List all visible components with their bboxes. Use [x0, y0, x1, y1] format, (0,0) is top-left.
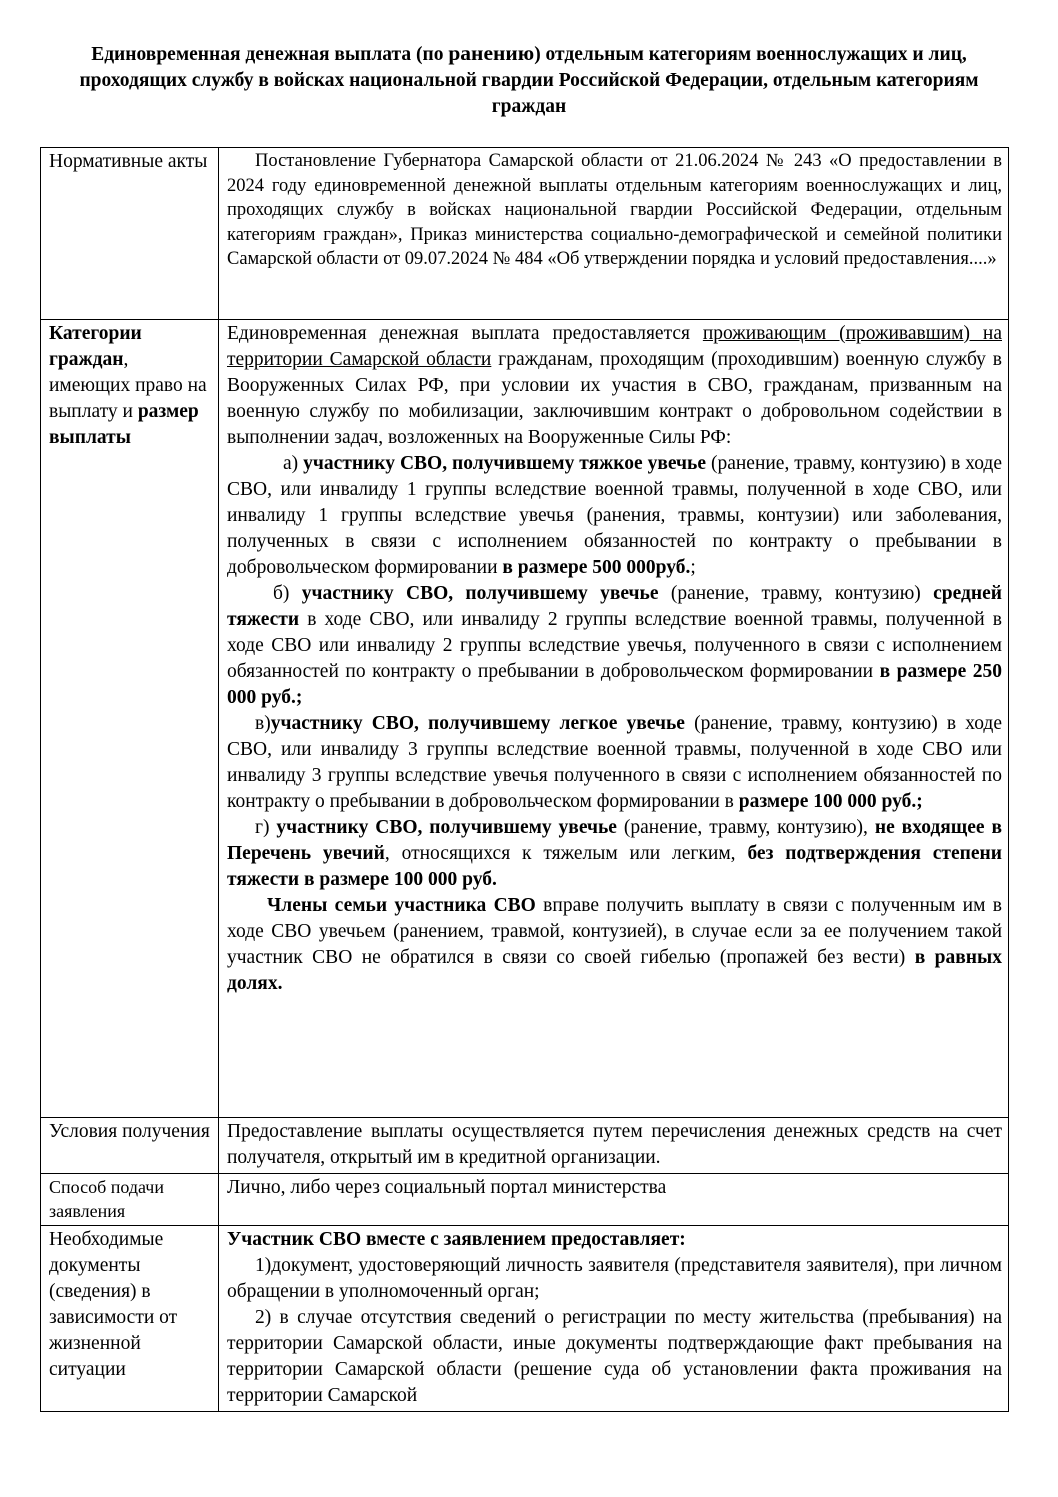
- label-categories-bold-2: размер выплаты: [49, 401, 199, 448]
- item-g-text-2: , относящихся к тяжелым или легким,: [384, 843, 748, 864]
- intro-underlined: проживающим (проживавшим) на территории Самарской области: [227, 323, 1002, 370]
- item-v-bold: участнику СВО, получившему легкое увечье: [270, 713, 685, 734]
- method-paragraph: Лично, либо через социальный портал министерства: [227, 1177, 667, 1198]
- item-v-text: (ранение, травму, контузию) в ходе СВО, или инвалиду 3 группы вследствие военной травмы, полученной в ходе СВО или инвалиду 3 группы вследствие увечья полученного в связи с исполнением обязанностей по контракту о пребывании в добровольческом формировании в: [227, 713, 1002, 812]
- conditions-paragraph: Предоставление выплаты осуществляется путем перечисления денежных средств на счет получателя, открытый им в кредитной организации.: [227, 1121, 1002, 1168]
- label-categories: [41, 320, 219, 1118]
- family-equal-shares: в равных долях.: [227, 947, 1003, 994]
- item-v: [227, 711, 1002, 815]
- family-paragraph: [227, 893, 1002, 997]
- item-g-text-1: (ранение, травму, контузию),: [616, 817, 875, 838]
- intro-text-1: Единовременная денежная выплата предоставляется: [227, 323, 703, 344]
- item-b: [227, 581, 1002, 711]
- intro-text-2: гражданам, проходящим (проходившим) военную службу в Вооруженных Силах РФ, при условии их участия в СВО, гражданам, призванным на военную службу по мобилизации, заключившим контракт о добровольном содействии в выполнении задач, возложенных на Вооруженные Силы РФ:: [227, 349, 1002, 448]
- label-conditions: Условия получения: [41, 1118, 219, 1174]
- item-b-amount: в размере 250 000 руб.;: [227, 661, 1002, 708]
- row-categories: [41, 320, 1009, 1118]
- label-acts: Нормативные акты: [41, 148, 219, 320]
- text-acts: [219, 148, 1009, 320]
- row-acts: [41, 148, 1009, 320]
- family-text: вправе получить выплату в связи с полученным им в ходе СВО увечьем (ранением, травмой, контузией), в случае если за ее получением такой участник СВО не обратился в связи со своей гибелью (пропажей без вести): [227, 895, 1002, 968]
- family-bold: Члены семьи участника СВО: [267, 895, 536, 916]
- text-method: [219, 1174, 1009, 1226]
- item-a: [227, 451, 1002, 581]
- document-title: [40, 40, 1018, 120]
- documents-item-1: 1)документ, удостоверяющий личность заявителя (представителя заявителя), при личном обращении в уполномоченный орган;: [227, 1255, 1002, 1302]
- item-a-marker: а): [283, 453, 304, 474]
- title-part-3: ) отдельным категориям военнослужащих и лиц, проходящих службу в войсках национальной гвардии Российской Федерации, отдельным категориям граждан: [79, 44, 979, 117]
- item-g-bold: участнику СВО, получившему увечье: [276, 817, 617, 838]
- documents-item-2: 2) в случае отсутствия сведений о регистрации по месту жительства (пребывания) на территории Самарской области, иные документы подтверждающие факт пребывания на территории Самарской области (решение суда об установлении факта проживания на территории Самарской: [227, 1307, 1002, 1406]
- item-g: [227, 815, 1002, 893]
- row-method: [41, 1174, 1009, 1226]
- item-g-marker: г): [255, 817, 277, 838]
- item-a-end: ;: [690, 557, 696, 578]
- item-g-amount: без подтверждения степени тяжести в размере 100 000 руб.: [227, 843, 1003, 890]
- categories-intro: [227, 321, 1002, 451]
- item-b-severity: средней тяжести: [227, 583, 1002, 630]
- item-a-bold: участнику СВО, получившему тяжкое увечье: [303, 453, 707, 474]
- documents-heading: [227, 1227, 1002, 1253]
- label-categories-bold-1: Категории граждан: [49, 323, 142, 370]
- row-conditions: [41, 1118, 1009, 1174]
- item-a-text: (ранение, травму, контузию) в ходе СВО, или инвалиду 1 группы вследствие военной травмы, полученной в ходе СВО, или инвалиду 1 группы вследствие увечья (ранения, травмы, контузии) или заболевания, полученных в связи с исполнением обязанностей по контракту о пребывании в добровольческом формировании: [227, 453, 1002, 578]
- row-documents: [41, 1226, 1009, 1412]
- item-g-bold-2: не входящее в Перечень увечий: [227, 817, 1003, 864]
- item-b-bold: участнику СВО, получившему увечье: [301, 583, 659, 604]
- item-b-marker: б): [273, 583, 302, 604]
- item-a-amount: в размере 500 000руб.: [502, 557, 691, 578]
- documents-heading-bold: Участник СВО вместе с заявлением предоставляет:: [227, 1229, 686, 1250]
- text-documents: [219, 1226, 1009, 1412]
- label-method: Способ подачи заявления: [41, 1174, 219, 1226]
- acts-paragraph: Постановление Губернатора Самарской области от 21.06.2024 № 243 «О предоставлении в 2024 году единовременной денежной выплаты отдельным категориям военнослужащих и лиц, проходящих службу в войсках национальной гвардии Российской Федерации, отдельным категориям граждан», Приказ министерства социально-демографической и семейной политики Самарской области от 09.07.2024 № 484 «Об утверждении порядка и условий предоставления....»: [227, 151, 1002, 269]
- info-table: [40, 147, 1009, 1412]
- title-emphasis: ранению: [448, 41, 535, 65]
- label-categories-normal: , имеющих право на выплату и: [49, 349, 207, 422]
- title-part-1: Единовременная денежная выплата (по: [91, 44, 449, 65]
- item-v-marker: в): [255, 713, 271, 734]
- label-documents: Необходимые документы (сведения) в зависимости от жизненной ситуации: [41, 1226, 219, 1412]
- item-b-text-1: (ранение, травму, контузию): [658, 583, 934, 604]
- text-categories: [219, 320, 1009, 1118]
- item-v-amount: размере 100 000 руб.;: [738, 791, 923, 812]
- item-b-text-2: в ходе СВО, или инвалиду 2 группы вследствие военной травмы, полученной в ходе СВО или инвалиду 2 группы вследствие увечья, полученного в связи с исполнением обязанностей по контракту о пребывании в добровольческом формировании: [227, 609, 1002, 682]
- text-conditions: [219, 1118, 1009, 1174]
